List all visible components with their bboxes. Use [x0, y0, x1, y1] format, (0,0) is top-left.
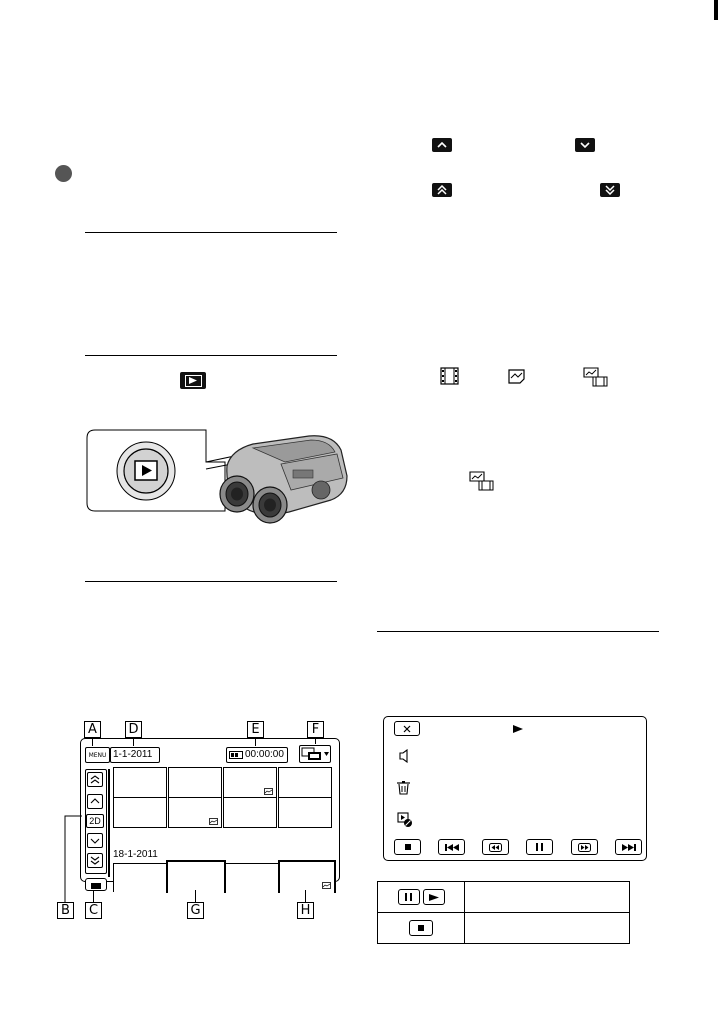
rewind-icon — [489, 843, 502, 852]
movie-photo-icon — [469, 471, 495, 491]
stop-icon — [405, 844, 411, 850]
pause-icon — [405, 893, 412, 901]
thumbnail[interactable] — [168, 767, 222, 798]
rewind-button[interactable] — [482, 839, 509, 855]
thumbnail[interactable] — [278, 767, 332, 798]
image-type-button[interactable] — [299, 745, 331, 763]
callout-line — [92, 737, 93, 746]
scroll-bar[interactable] — [108, 769, 110, 877]
callout-a: A — [84, 721, 101, 738]
movie-photo-icon — [301, 747, 323, 761]
2d-3d-toggle[interactable]: 2D — [86, 814, 104, 828]
legend-icon-cell — [378, 882, 465, 913]
callout-d: D — [125, 721, 142, 738]
play-icon — [429, 894, 439, 901]
callout-line — [195, 890, 196, 902]
close-icon — [403, 725, 411, 733]
callout-bracket — [58, 815, 88, 905]
page-down-button[interactable] — [87, 853, 103, 868]
photo-icon — [264, 788, 273, 795]
previous-button[interactable] — [438, 839, 465, 855]
photo-icon — [508, 369, 526, 384]
callout-line — [93, 890, 94, 902]
stop-button[interactable] — [394, 839, 421, 855]
playback-panel — [383, 716, 647, 861]
photo-capture-icon[interactable] — [397, 812, 413, 828]
date-label: 1-1-2011 — [110, 747, 160, 763]
legend-description-cell — [465, 882, 630, 913]
thumbnail[interactable] — [225, 863, 279, 892]
divider — [85, 581, 337, 582]
photo-icon — [209, 818, 218, 825]
step-bullet-icon — [55, 165, 72, 182]
movie-photo-icon — [583, 367, 609, 387]
divider — [85, 232, 337, 233]
play-icon — [513, 725, 523, 733]
thumbnail[interactable] — [113, 863, 167, 892]
scroll-up-button[interactable] — [87, 794, 103, 809]
callout-line — [305, 890, 306, 902]
thumbnail[interactable] — [278, 797, 332, 828]
callout-e: E — [247, 721, 264, 738]
index-screen — [80, 738, 340, 882]
callout-f: F — [307, 721, 324, 738]
chevron-down-icon — [575, 138, 595, 152]
double-chevron-down-icon — [88, 854, 102, 867]
scroll-down-button[interactable] — [87, 833, 103, 848]
callout-b: B — [57, 902, 74, 919]
thumbnail[interactable] — [113, 797, 167, 828]
thumbnail-last-played[interactable] — [166, 860, 226, 893]
pause-button[interactable] — [526, 839, 553, 855]
camera-illustration — [85, 428, 350, 528]
pause-button — [398, 889, 420, 905]
menu-label: MENU — [88, 751, 107, 759]
trash-icon[interactable] — [397, 781, 410, 795]
callout-c: C — [85, 902, 102, 919]
callout-line — [133, 737, 134, 746]
stop-icon — [418, 925, 424, 931]
callout-g: G — [187, 902, 204, 919]
callout-line — [315, 737, 316, 744]
legend-icon-cell — [378, 913, 465, 944]
double-chevron-up-icon — [432, 183, 452, 197]
menu-button[interactable] — [85, 747, 110, 763]
dropdown-triangle-icon — [324, 752, 329, 756]
pause-icon — [536, 843, 543, 851]
divider — [377, 631, 659, 632]
legend-description-cell — [465, 913, 630, 944]
thumbnail[interactable] — [223, 767, 277, 798]
table-row — [378, 882, 630, 913]
divider — [85, 355, 337, 356]
fast-forward-button[interactable] — [571, 839, 598, 855]
callout-h: H — [297, 902, 314, 919]
next-button[interactable] — [615, 839, 642, 855]
chevron-up-icon — [88, 795, 102, 808]
time-counter: 00:00:00 — [226, 747, 288, 763]
page-up-button[interactable] — [87, 772, 103, 787]
fast-forward-icon — [578, 843, 591, 852]
film-icon — [440, 367, 460, 385]
table-row — [378, 913, 630, 944]
date-label: 18-1-2011 — [113, 849, 158, 860]
thumbnail[interactable] — [168, 797, 222, 828]
page-edge-marker — [714, 0, 718, 20]
double-chevron-down-icon — [600, 183, 620, 197]
volume-icon[interactable] — [398, 749, 410, 763]
stop-button — [409, 920, 433, 936]
play-button-icon — [180, 372, 206, 389]
film-icon — [86, 881, 106, 892]
double-chevron-up-icon — [88, 773, 102, 786]
skip-previous-icon — [445, 844, 459, 851]
film-icon — [229, 751, 243, 759]
thumbnail[interactable] — [113, 767, 167, 798]
play-button — [423, 889, 445, 905]
thumbnail[interactable] — [278, 860, 336, 893]
callout-line — [255, 737, 256, 746]
view-toggle-button[interactable] — [85, 878, 107, 891]
thumbnail[interactable] — [223, 797, 277, 828]
close-button[interactable] — [394, 721, 420, 736]
button-legend-table — [377, 881, 630, 944]
chevron-down-icon — [88, 834, 102, 847]
chevron-up-icon — [432, 138, 452, 152]
skip-next-icon — [622, 844, 636, 851]
photo-icon — [322, 882, 331, 889]
